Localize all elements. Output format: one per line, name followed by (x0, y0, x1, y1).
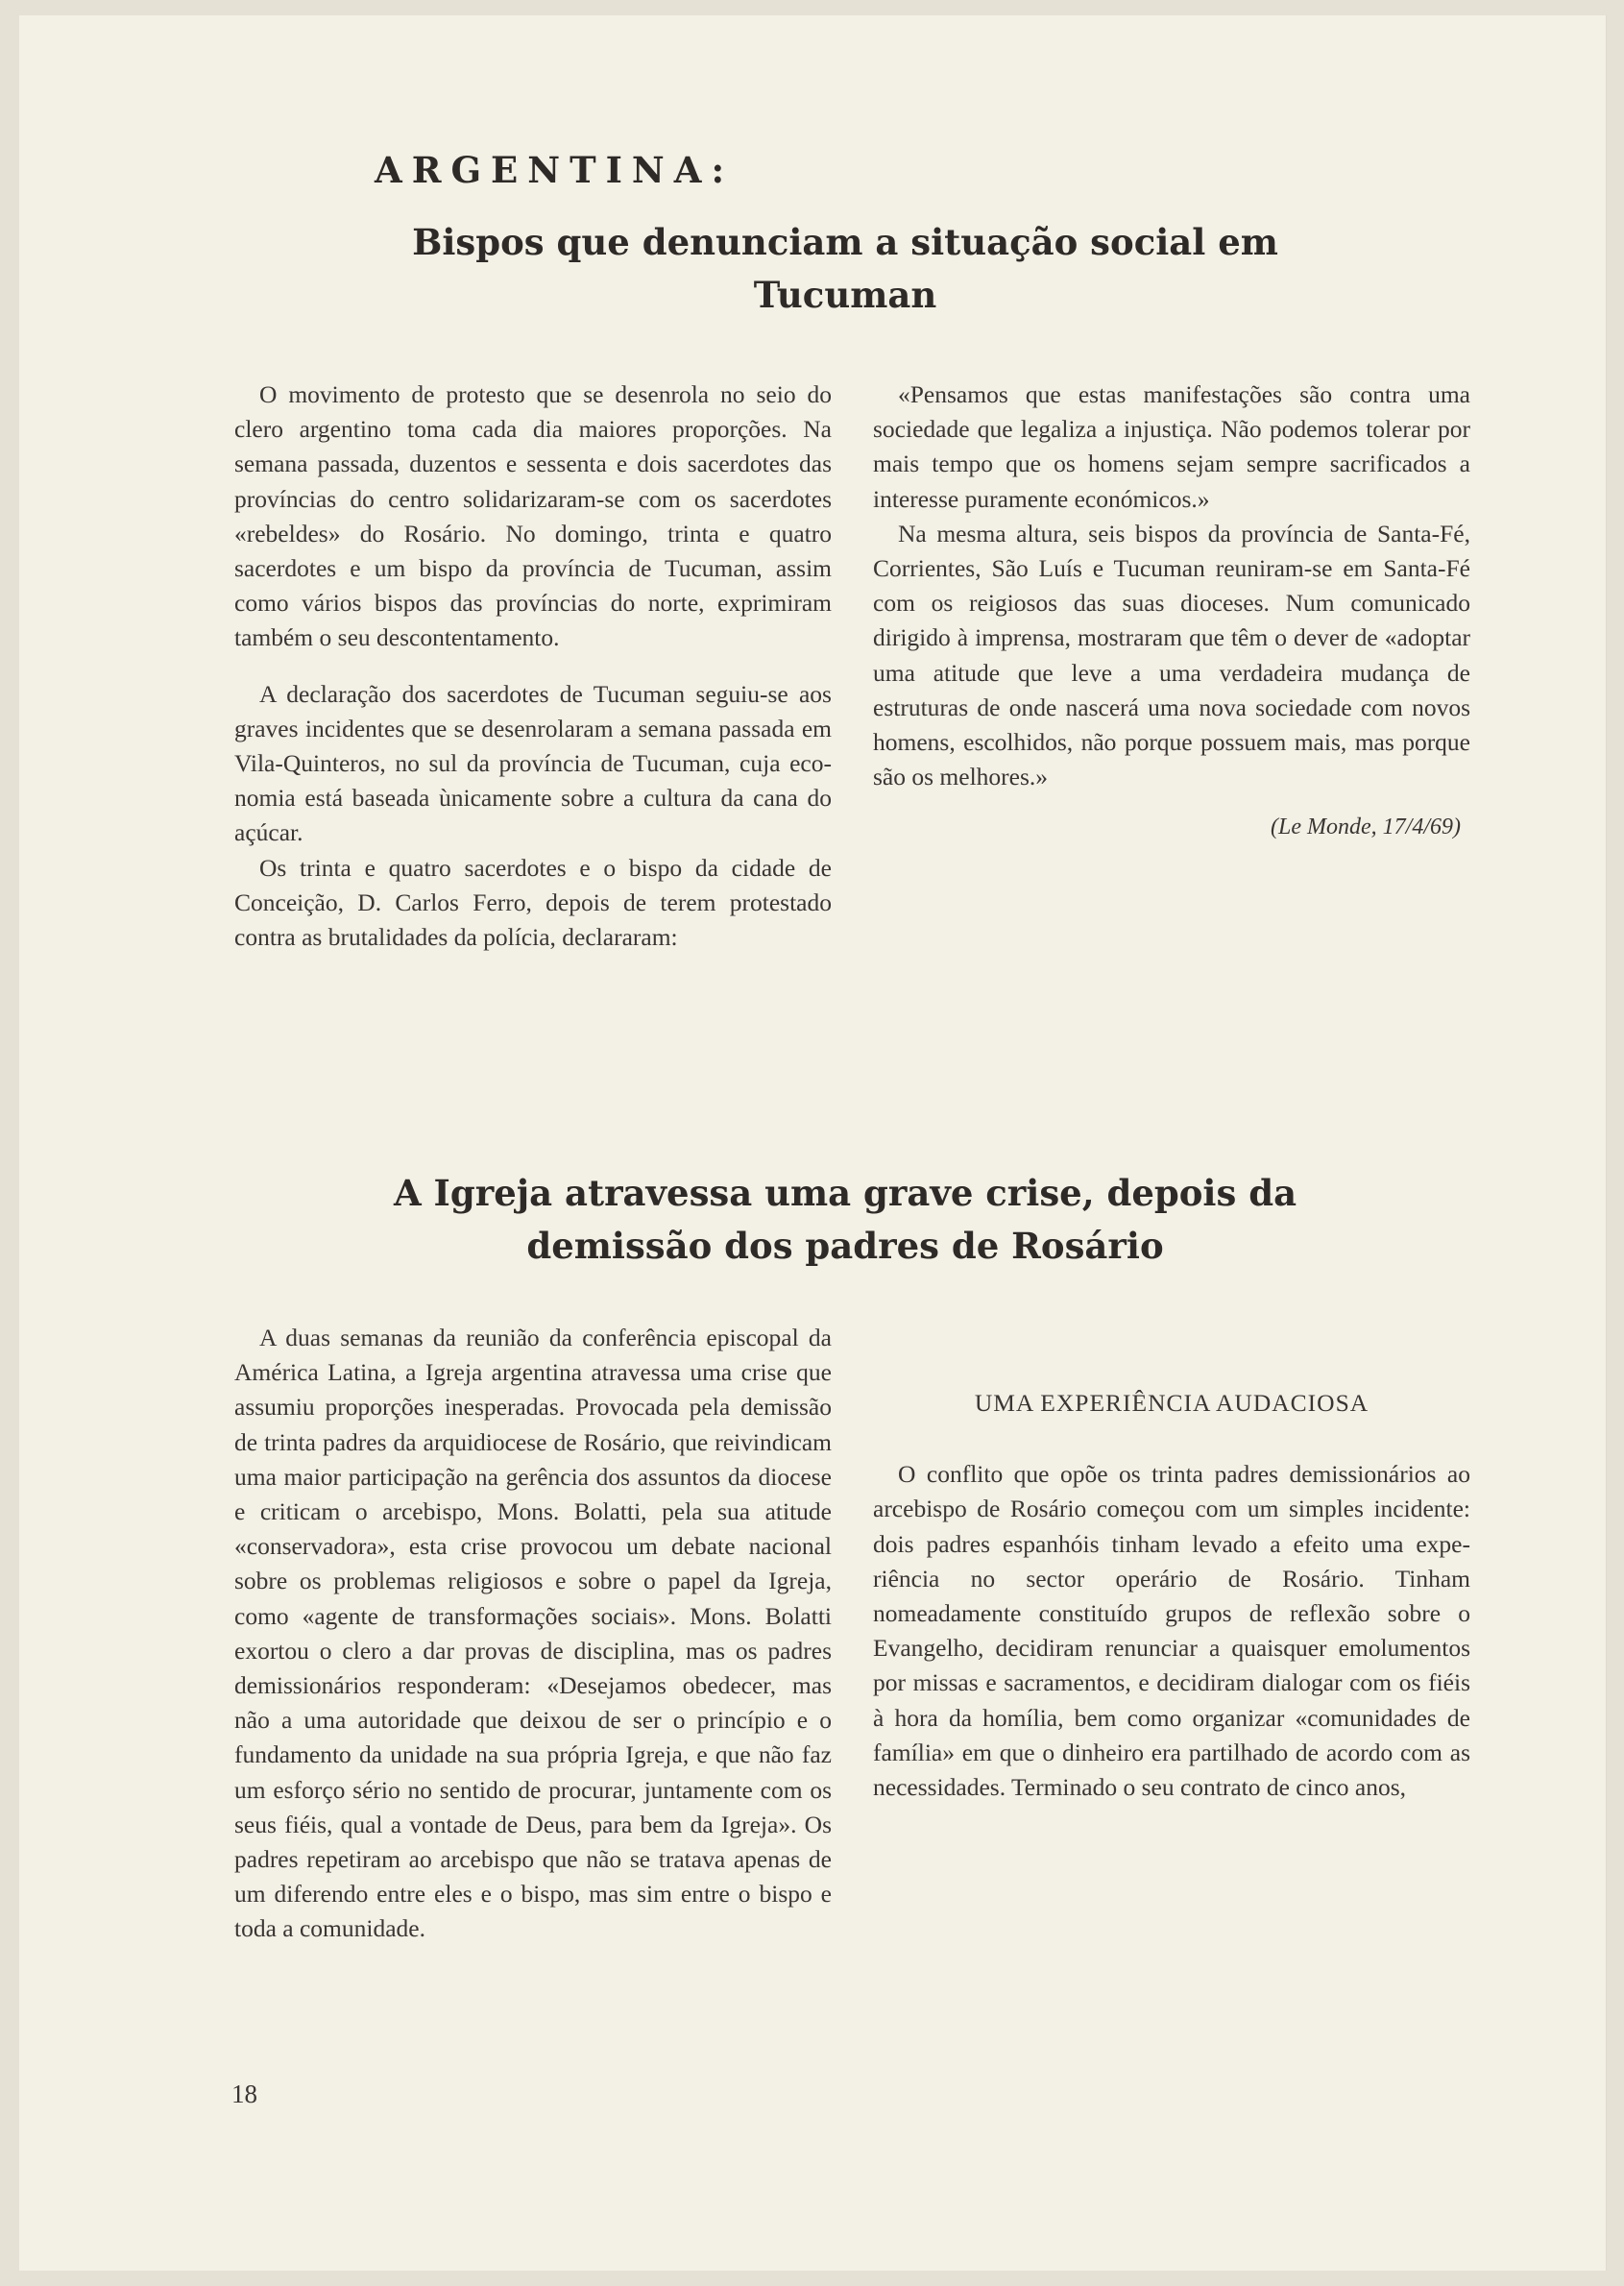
article-2-paragraph: A duas semanas da reunião da conferência episcopal da América Latina, a Igreja argentina atravessa uma crise que assumiu proporções inesperadas. Provocada pela demissão de trinta padres da arquidiocese de Rosário, que reivindicam uma maior participação na gerência dos assuntos da diocese e criticam o arcebispo, Mons. Bolatti, pela sua atitude «conservadora», esta crise provocou um debate nacional sobre os problemas religiosos e sobre o papel da Igreja, como «agente de transformações sociais». Mons. Bolatti exortou o clero a dar provas de disciplina, mas os padres demissionários responderam: «Desejamos obedecer, mas não a uma autoridade que deixou de ser o princípio e o fundamento da unidade na sua própria Igreja, e que não faz um esforço sério no sentido de procurar, juntamente com os seus fiéis, qual a vontade de Deus, para bem da Igreja». Os padres repetiram ao arcebispo que não se tratava apenas de um diferendo entre eles e o bispo, mas sim entre o bispo e toda a comunidade. (234, 1324, 832, 1943)
article-2-column-right (873, 1321, 1470, 1805)
page-number: 18 (231, 2079, 257, 2108)
article-1-column-right (873, 377, 1470, 845)
article-1-paragraph: A declaração dos sacerdotes de Tucuman seguiu-se aos graves incidentes que se desenrolaram a semana passada em Vila-Quinteros, no sul da província de Tucuman, cuja economia está baseada ùnicamente sobre a cultura da cana do açúcar. (234, 679, 832, 847)
article-1-paragraph: «Pensamos que estas manifestações são contra uma sociedade que legaliza a injustiça. Não podemos tolerar por mais tempo que os homens sejam sempre sacrificados a interesse puramente económicos.» (873, 380, 1470, 513)
article-1-paragraph: Os trinta e quatro sacerdotes e o bispo da cidade de Conceição, D. Carlos Ferro, depois de terem protestado contra as brutalidades da polícia, declararam: (234, 853, 832, 952)
section-label: ARGENTINA: (375, 149, 735, 191)
article-2-paragraph: O conflito que opõe os trinta padres demissionários ao arcebispo de Rosário começou com um simples incidente: dois padres espanhóis tinham levado a efeito uma experiência no sector operário de Rosário. Tinham nomeadamente constituído grupos de reflexão sobre o Evangelho, decidiram renunciar a quaisquer emolumentos por missas e sacramentos, e decidiram dialogar com os fiéis à hora da homília, bem como organizar «comunidades de família» em que o dinheiro era partilhado de acordo com as necessidades. Terminado o seu contrato de cinco anos, (873, 1460, 1470, 1802)
article-2-column-left (234, 1321, 832, 1947)
article-1-title: Bispos que denunciam a situação social em Tucuman (412, 221, 1278, 316)
article-2-title: A Igreja atravessa uma grave crise, depois da demissão dos padres de Rosário (393, 1172, 1297, 1267)
article-1-column-left (234, 377, 832, 955)
article-1-source: (Le Monde, 17/4/69) (1271, 815, 1461, 840)
article-1-paragraph: O movimento de protesto que se desenrola no seio do clero argentino toma cada dia maiores proporções. Na semana passada, duzentos e sessenta e dois sacerdotes das províncias do centro solidarizaram-se com os sacerdotes «rebeldes» do Rosário. No domingo, trinta e quatro sacerdotes e um bispo da província de Tucuman, assim como vários bispos das províncias do norte, exprimiram também o seu descontentamento. (234, 380, 832, 652)
article-2-subheading: UMA EXPERIÊNCIA AUDACIOSA (974, 1389, 1369, 1417)
article-1-paragraph: Na mesma altura, seis bispos da província de Santa-Fé, Corrientes, São Luís e Tucuman reuniram-se em Santa-Fé com os reigiosos das suas dioceses. Num comunicado dirigido à imprensa, mostraram que têm o dever de «adoptar uma atitude que leve a uma verdadeira mudança de estruturas de onde nascerá uma nova sociedade com novos homens, escolhidos, não porque possuem mais, mas porque são os melhores.» (873, 519, 1470, 791)
